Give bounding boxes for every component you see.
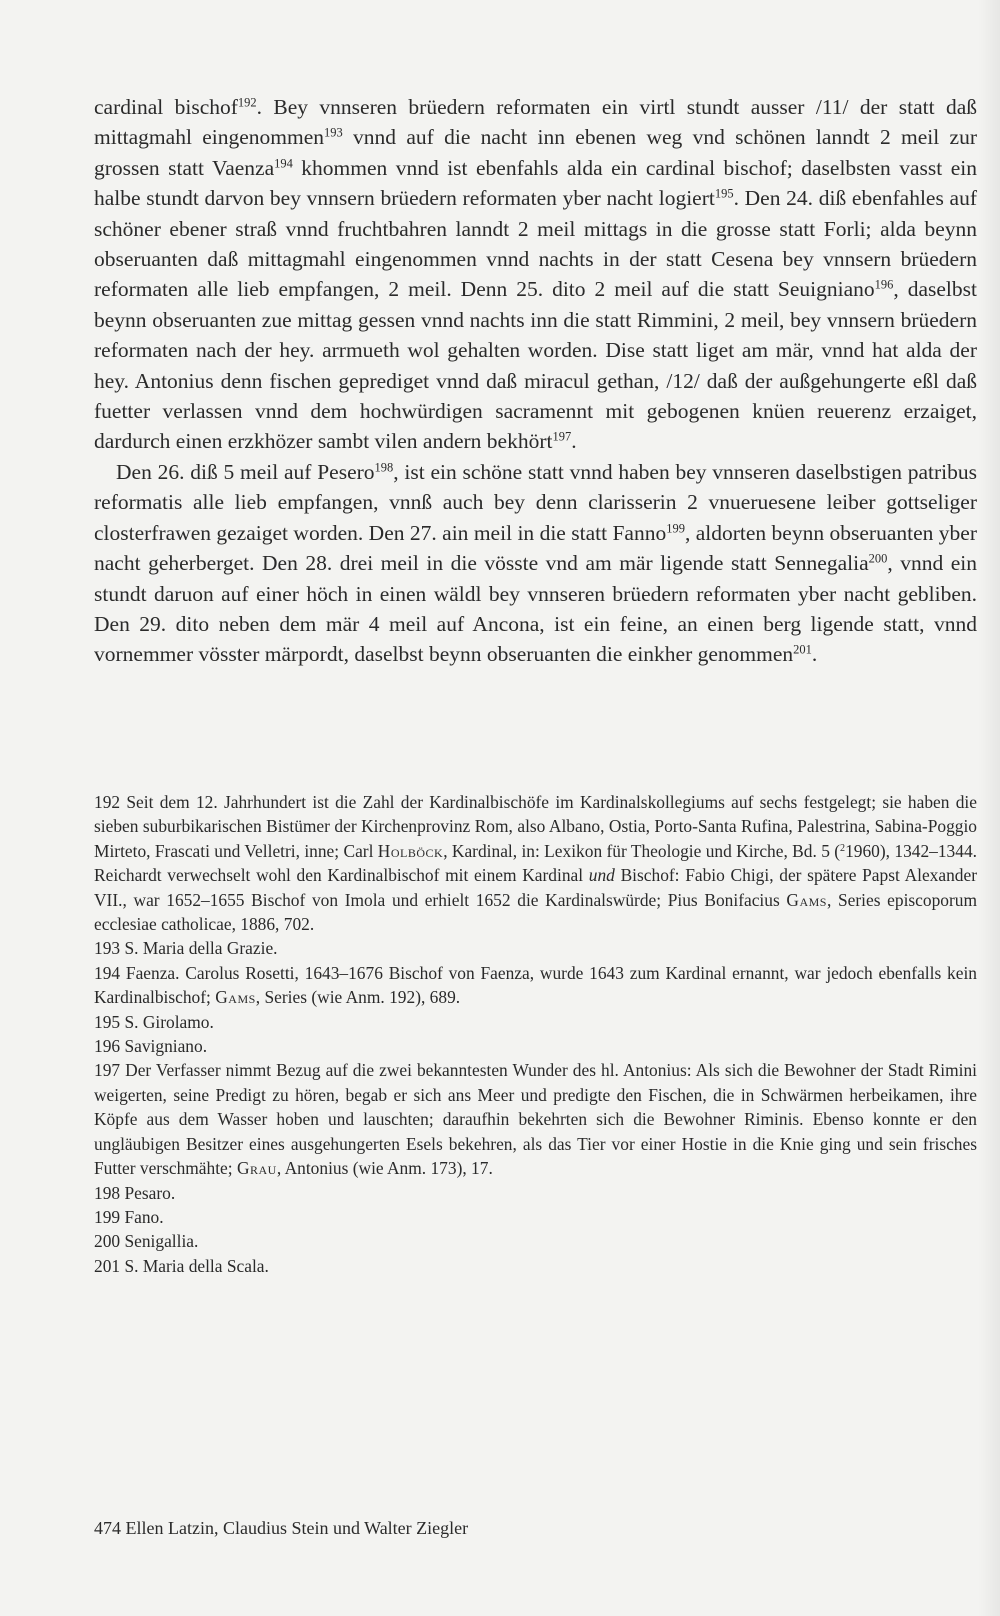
footnote-193: 193 S. Maria della Grazie. (94, 938, 278, 959)
footnote-number: 201 (94, 1255, 121, 1276)
edition-number: 2 (840, 842, 846, 854)
footnote-ref-200: 200 (868, 551, 888, 566)
footnote-number: 198 (94, 1182, 121, 1203)
author-name: Holböck (377, 840, 444, 861)
footnotes (94, 790, 977, 1278)
footnote-number: 200 (94, 1231, 121, 1252)
footnote-ref-195: 195 (714, 186, 734, 201)
footnote-number: 192 (94, 792, 121, 812)
author-name: Gams (786, 889, 827, 910)
footnote-ref-198: 198 (374, 460, 394, 475)
page-number: 474 (94, 1518, 121, 1538)
footnote-199: 199 Fano. (94, 1206, 164, 1227)
footnote-197: 197 Der Verfasser nimmt Bezug auf die zwei bekanntesten Wunder des hl. Antonius: Als sich die Bewohner der Stadt Rimini weigerten, seine Predigt zu hören, begab er sich ans Meer und predigte den Fischen, die in Schwärmen herbeikamen, ihre Köpfe aus dem Wasser hoben und lauschten; daraufhin bekehrten sich die Bewohner Riminis. Ebenso konnte er den ungläubigen Besitzer eines ausgehungerten Esels bekehren, als das Tier vor einer Hostie in die Knie ging und sein frisches Futter verschmähte; Grau, Antonius (wie Anm. 173), 17. (94, 1060, 977, 1179)
running-footer-authors: Ellen Latzin, Claudius Stein und Walter Ziegler (125, 1518, 469, 1538)
footnote-196: 196 Savigniano. (94, 1036, 208, 1057)
footnote-ref-196: 196 (874, 277, 894, 292)
footnote-198: 198 Pesaro. (94, 1182, 176, 1203)
footnote-ref-193: 193 (324, 125, 343, 140)
footnote-195: 195 S. Girolamo. (94, 1011, 214, 1032)
footnote-200: 200 Senigallia. (94, 1231, 199, 1252)
footnote-ref-192: 192 (237, 95, 257, 110)
footnote-number: 199 (94, 1206, 121, 1227)
footnote-number: 197 (94, 1060, 121, 1081)
page-footer (94, 1516, 468, 1540)
emphasis-und: und (588, 865, 615, 886)
page-edge-shadow (978, 0, 1000, 1616)
footnote-201: 201 S. Maria della Scala. (94, 1255, 269, 1276)
footnote-194: 194 Faenza. Carolus Rosetti, 1643–1676 Bischof von Faenza, wurde 1643 zum Kardinal ernannt, war jedoch ebenfalls kein Kardinalbischof; Gams, Series (wie Anm. 192), 689. (94, 962, 977, 1008)
footnote-192: 192 Seit dem 12. Jahrhundert ist die Zahl der Kardinalbischöfe im Kardinalskollegiums auf sechs festgelegt; sie haben die sieben suburbikarischen Bistümer der Kirchenprovinz Rom, also Albano, Ostia, Porto-Santa Rufina, Palestrina, Sabina-Poggio Mirteto, Frascati und Velletri, inne; Carl Holböck, Kardinal, in: Lexikon für Theologie und Kirche, Bd. 5 ($^2$1960), 1342–1344. Reichardt verwechselt wohl den Kardinalbischof mit einem Kardinal und Bischof: Fabio Chigi, der spätere Papst Alexander VII., war 1652–1655 Bischof von Imola und erhielt 1652 die Kardinalswürde; Pius Bonifacius Gams, Series episcoporum ecclesiae catholicae, 1886, 702. (94, 792, 977, 935)
footnote-number: 195 (94, 1011, 121, 1032)
footnote-number: 193 (94, 938, 121, 959)
footnote-ref-194: 194 (274, 156, 293, 171)
paragraph-2: Den 26. diß 5 meil auf Pesero$^{198}$, ist ein schöne statt vnnd haben bey vnnseren daselbstigen patribus reformatis alle lieb empfangen, vnnß auch bey denn clarisserin 2 vnueruesene leiber gottseliger closterfrawen gezaiget worden. Den 27. ain meil in die statt Fanno$^{199}$, aldorten beynn obseruanten yber nacht geherberget. Den 28. drei meil in die vösste vnd am mär ligende statt Sennegalia$^{200}$, vnnd ein stundt daruon auf einer höch in einen wäldl bey vnnseren brüedern reformaten yber nacht gebliben. Den 29. dito neben dem mär 4 meil auf Ancona, ist ein feine, an einen berg ligende statt, vnnd vornemmer vösster märpordt, daselbst beynn obseruanten die einkher genommen$^{201}$. (94, 459, 978, 667)
footnote-number: 196 (94, 1036, 121, 1057)
paragraph-1: cardinal bischof$^{192}$. Bey vnnseren brüedern reformaten ein virtl stundt ausser /11/ der statt daß mittagmahl eingenommen$^{193}$ vnnd auf die nacht inn ebenen weg vnd schönen lanndt 2 meil zur grossen statt Vaenza$^{194}$ khommen vnnd ist ebenfahls alda ein cardinal bischof; daselbsten vasst ein halbe stundt darvon bey vnnsern brüedern reformaten yber nacht logiert$^{195}$. Den 24. diß ebenfahles auf schöner ebener straß vnnd fruchtbahren lanndt 2 meil mittags in die grosse statt Forli; alda beynn obseruanten daß mittagmahl eingenommen vnnd nachts in der statt Cesena bey vnnsern brüedern reformaten alle lieb empfangen, 2 meil. Denn 25. dito 2 meil auf die statt Seuigniano$^{196}$, daselbst beynn obseruanten zue mittag gessen vnnd nachts inn die statt Rimmini, 2 meil, bey vnnsern brüedern reformaten nach der hey. arrmueth wol gehalten worden. Dise statt liget am mär, vnnd hat alda der hey. Antonius denn fischen geprediget vnnd daß miracul gethan, /12/ daß der außgehungerte eßl daß fuetter verlassen vnnd dem hochwürdigen sacramennt mit gebogenen knüen reuerenz erzaiget, dardurch einen erzkhözer sambt vilen andern bekhört$^{197}$. (94, 95, 977, 454)
footnote-ref-197: 197 (552, 429, 572, 444)
footnote-number: 194 (94, 962, 121, 983)
footnote-ref-201: 201 (793, 642, 812, 657)
footnote-ref-199: 199 (666, 520, 685, 535)
author-name: Gams (215, 987, 256, 1008)
author-name: Grau (236, 1158, 277, 1179)
main-text (94, 92, 977, 670)
